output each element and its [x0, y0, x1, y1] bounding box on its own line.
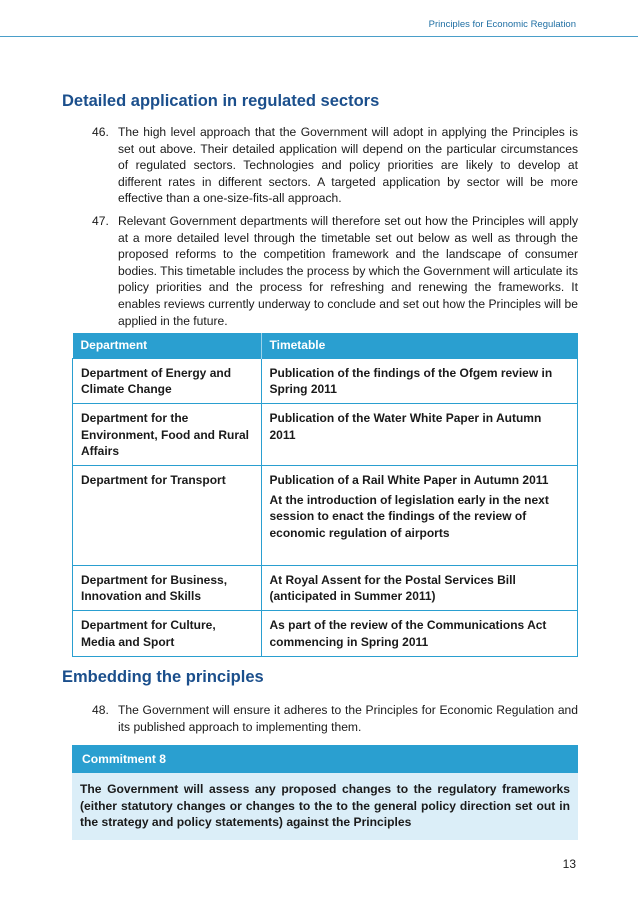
- paragraph-48: [92, 702, 578, 735]
- column-header-department: Department: [73, 333, 262, 359]
- page-header: [0, 0, 638, 38]
- department-cell: Department for Transport: [73, 466, 262, 566]
- department-cell: Department of Energy and Climate Change: [73, 359, 262, 404]
- timetable-entry: At the introduction of legislation early in the next session to enact the findings of the review of economic regulation of airports: [269, 493, 549, 540]
- timetable-entry: Publication of the findings of the Ofgem review in Spring 2011: [269, 366, 553, 397]
- department-cell: Department for Culture, Media and Sport: [73, 611, 262, 656]
- paragraph-text: The Government will ensure it adheres to the Principles for Economic Regulation and its published approach to implementing them.: [118, 703, 578, 734]
- table-row: [73, 359, 578, 404]
- timetable-cell: [261, 359, 578, 404]
- table-row: [73, 404, 578, 466]
- commitment-text: The Government will assess any proposed changes to the regulatory frameworks (either statutory changes or changes to the to the general policy direction set out in the strategy and policy statements) against the Principles: [72, 773, 578, 840]
- paragraph-number: 47.: [92, 214, 109, 228]
- timetable-entry: Publication of the Water White Paper in Autumn 2011: [269, 411, 542, 442]
- paragraph-number: 46.: [92, 125, 109, 139]
- table-row: [73, 466, 578, 566]
- column-header-timetable: Timetable: [261, 333, 578, 359]
- paragraph-text: Relevant Government departments will therefore set out how the Principles will apply at a more detailed level through the timetable set out below as well as through the proposed reforms to the competition framework and the landscape of consumer bodies. This timetable includes the process by which the Government will articulate its policy priorities and the process for refreshing and renewing the frameworks. It enables reviews currently underway to conclude and set out how the Principles will be applied in the future.: [118, 214, 578, 328]
- timetable-entry: At Royal Assent for the Postal Services Bill (anticipated in Summer 2011): [269, 573, 516, 604]
- section-heading-detailed-application: Detailed application in regulated sectors: [62, 92, 380, 110]
- timetable-cell: [261, 466, 578, 566]
- table-header-row: [73, 333, 578, 359]
- commitment-title: Commitment 8: [72, 745, 578, 773]
- department-cell: Department for the Environment, Food and Rural Affairs: [73, 404, 262, 466]
- timetable-cell: [261, 566, 578, 611]
- paragraph-number: 48.: [92, 703, 109, 717]
- timetable-entry: As part of the review of the Communications Act commencing in Spring 2011: [269, 618, 547, 649]
- commitment-box: [72, 745, 578, 840]
- page-number: 13: [562, 857, 576, 871]
- timetable-cell: [261, 611, 578, 656]
- paragraph-text: The high level approach that the Government will adopt in applying the Principles is set out above. Their detailed application will depend on the particular circumstances of regulated sectors. Technologies and policy priorities are likely to develop at different rates in different sectors. A targeted application by sector will be more effective than a one-size-fits-all approach.: [118, 125, 578, 206]
- paragraph-47: [92, 213, 578, 329]
- table-row: [73, 611, 578, 656]
- table-row: [73, 566, 578, 611]
- header-rule: [0, 36, 638, 37]
- department-cell: Department for Business, Innovation and Skills: [73, 566, 262, 611]
- timetable-entry: Publication of a Rail White Paper in Autumn 2011: [269, 473, 549, 488]
- paragraph-46: [92, 124, 578, 207]
- timetable-cell: [261, 404, 578, 466]
- running-header-title: Principles for Economic Regulation: [428, 19, 576, 30]
- department-timetable-table: [72, 333, 578, 657]
- section-heading-embedding-principles: Embedding the principles: [62, 668, 264, 686]
